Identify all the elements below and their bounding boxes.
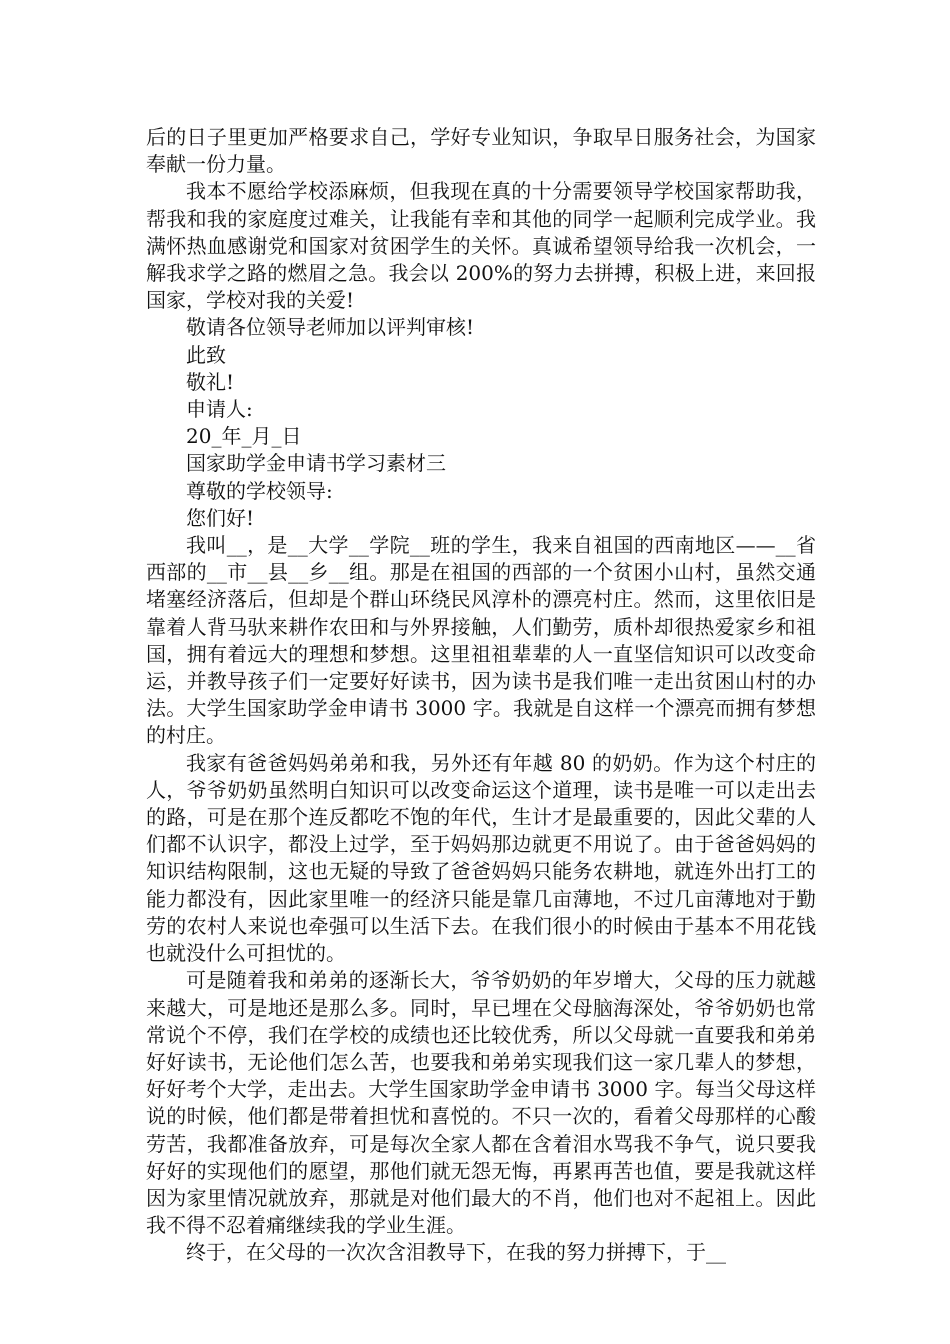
greeting: 您们好! <box>186 505 255 530</box>
date-line: 20_年_月_日 <box>186 424 302 449</box>
paragraph-pressure: 可是随着我和弟弟的逐渐长大，爷爷奶奶的年岁增大，父母的压力就越来越大，可是地还是那么多。同时，早已埋在父母脑海深处，爷爷奶奶也常常说个不停，我们在学校的成绩也还比较优秀，所以父母就一直要我和弟弟好好读书，无论他们怎么苦，也要我和弟弟实现我们这一家几辈人的梦想，好好考个大学，走出去。大学生国家助学金申请书 3000 字。每当父母这样说的时候，他们都是带着担忧和喜悦的。不只一次的，看着父母那样的心酸劳苦，我都准备放弃，可是每次全家人都在含着泪水骂我不争气，说只要我好好的实现他们的愿望，那他们就无怨无悔，再累再苦也值，要是我就这样因为家里情况就放弃，那就是对他们最大的不肖，他们也对不起祖上。因此我不得不忍着痛继续我的学业生涯。 <box>146 968 816 1238</box>
paragraph-continuation: 后的日子里更加严格要求自己，学好专业知识，争取早日服务社会，为国家奉献一份力量。 <box>146 125 816 177</box>
paragraph-family: 我家有爸爸妈妈弟弟和我，另外还有年越 80 的奶奶。作为这个村庄的人，爷爷奶奶虽然明白知识可以改变命运这个道理，读书是唯一可以走出去的路，可是在那个连反都吃不饱的年代，生计才是最重要的，因此父辈的人们都不认识字，都没上过学，至于妈妈那边就更不用说了。由于爸爸妈妈的知识结构限制，这也无疑的导致了爸爸妈妈只能务农耕地，就连外出打工的能力都没有，因此家里唯一的经济只能是靠几亩薄地，不过几亩薄地对于勤劳的农村人来说也牵强可以生活下去。在我们很小的时候由于基本不用花钱也就没什么可担忧的。 <box>146 750 816 966</box>
document-body <box>146 124 816 1267</box>
applicant-label: 申请人: <box>186 397 253 422</box>
closing-cizhi: 此致 <box>186 342 226 367</box>
salutation: 尊敬的学校领导: <box>186 478 333 503</box>
section-title: 国家助学金申请书学习素材三 <box>186 451 446 476</box>
closing-jingli: 敬礼! <box>186 369 235 394</box>
paragraph-request-help: 我本不愿给学校添麻烦，但我现在真的十分需要领导学校国家帮助我，帮我和我的家庭度过难关，让我能有幸和其他的同学一起顺利完成学业。我满怀热血感谢党和国家对贫困学生的关怀。真诚希望领导给我一次机会，一解我求学之路的燃眉之急。我会以 200%的努力去拼搏，积极上进，来回报国家，学校对我的关爱! <box>146 179 816 313</box>
paragraph-introduction: 我叫__，是__大学__学院__班的学生，我来自祖国的西南地区——__省西部的__市__县__乡__组。那是在祖国的西部的一个贫困小山村，虽然交通堵塞经济落后，但却是个群山环绕民风淳朴的漂亮村庄。然而，这里依旧是靠着人背马驮来耕作农田和与外界接触，人们勤劳，质朴却很热爱家乡和祖国，拥有着远大的理想和梦想。这里祖祖辈辈的人一直坚信知识可以改变命运，并教导孩子们一定要好好读书，因为读书是我们唯一走出贫困山村的办法。大学生国家助学金申请书 3000 字。我就是自这样一个漂亮而拥有梦想的村庄。 <box>146 533 816 748</box>
review-request-line: 敬请各位领导老师加以评判审核! <box>186 315 475 340</box>
paragraph-final: 终于，在父母的一次次含泪教导下，在我的努力拼搏下，于__ <box>186 1240 726 1265</box>
